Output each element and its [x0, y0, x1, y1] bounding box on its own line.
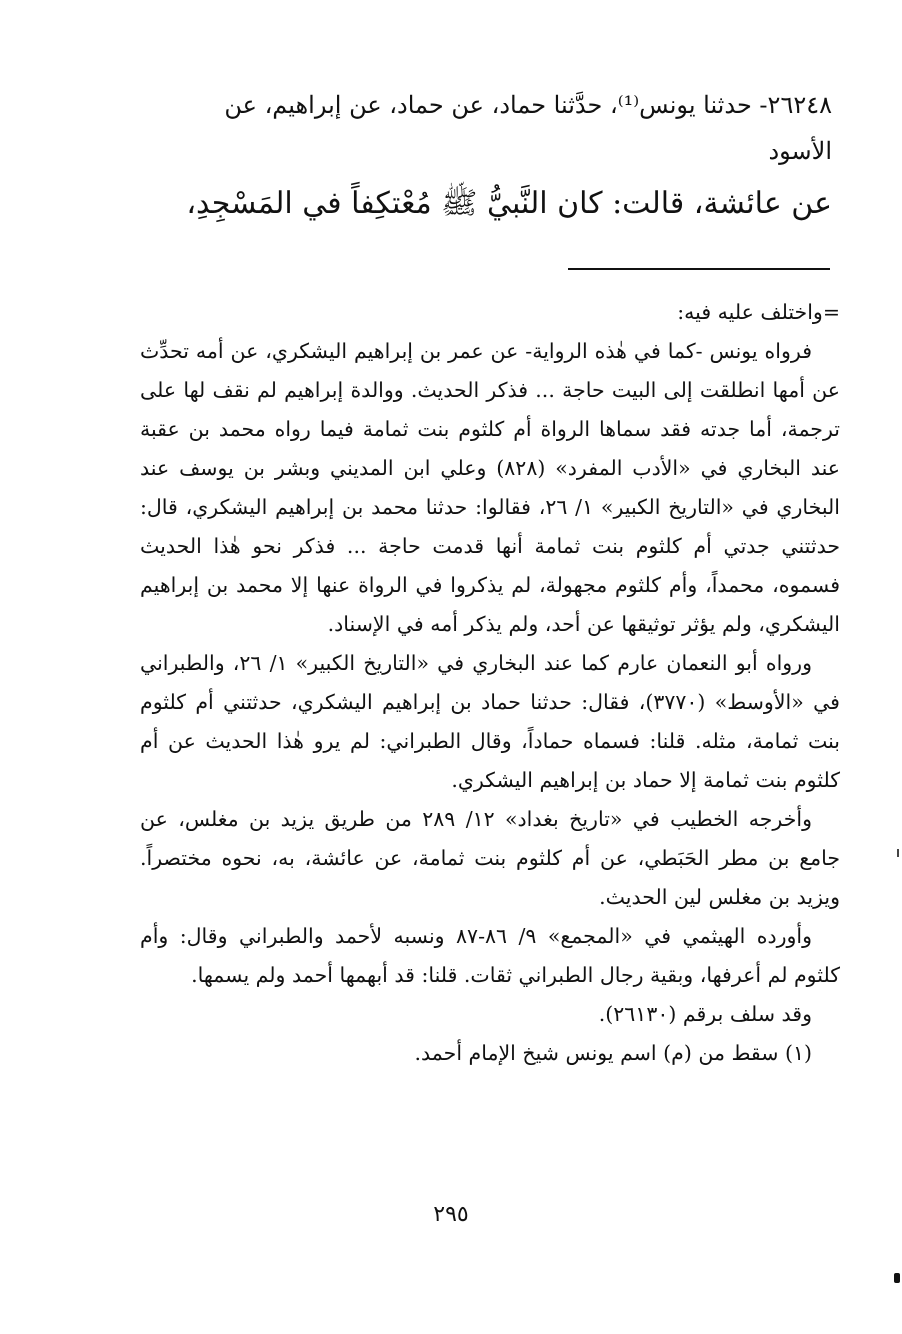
- page-number: ٢٩٥: [433, 1202, 469, 1227]
- commentary-paragraph-5: وقد سلف برقم (٢٦١٣٠).: [598, 1002, 812, 1026]
- commentary-intro: =واختلف عليه فيه:: [677, 300, 840, 324]
- hadith-chain-line-2: الأسود: [768, 137, 832, 165]
- footnote-1: (١) سقط من (م) اسم يونس شيخ الإمام أحمد.: [414, 1041, 812, 1065]
- hadith-text: عن عائشة، قالت: كان النَّبيُّ ﷺ مُعْتكِفاً في المَسْجِدِ،: [186, 186, 832, 221]
- commentary-paragraph-2: ورواه أبو النعمان عارم كما عند البخاري في «التاريخ الكبير» ١/ ٢٦، والطبراني في «الأوسط» (٣٧٧٠)، فقال: حدثنا حماد بن إبراهيم اليشكري، حدثتني أم كلثوم بنت ثمامة، مثله. قلنا: فسماه حماداً، وقال الطبراني: لم يرو هٰذا الحديث عن أم كلثوم بنت ثمامة إلا حماد بن إبراهيم اليشكري.: [140, 651, 840, 792]
- commentary-paragraph-4: وأورده الهيثمي في «المجمع» ٩/ ٨٦-٨٧ ونسبه لأحمد والطبراني وقال: وأم كلثوم لم أعرفها، وبقية رجال الطبراني ثقات. قلنا: قد أبهمها أحمد ولم يسمها.: [140, 924, 840, 987]
- scan-mark-bottom: [894, 1273, 900, 1283]
- commentary-paragraph-1: فرواه يونس -كما في هٰذه الرواية- عن عمر بن إبراهيم اليشكري، عن أمه تحدِّث عن أمها انطلقت إلى البيت حاجة ... فذكر الحديث. ووالدة إبراهيم لم نقف لها على ترجمة، أما جدته فقد سماها الرواة أم كلثوم بنت ثمامة فيما رواه محمد بن عقبة عند البخاري في «الأدب المفرد» (٨٢٨) وعلي ابن المديني وبشر بن يوسف عند البخاري في «التاريخ الكبير» ١/ ٢٦، فقالوا: حدثنا محمد بن إبراهيم اليشكري، قال: حدثتني جدتي أم كلثوم بنت ثمامة أنها قدمت حاجة ... فذكر نحو هٰذا الحديث فسموه، محمداً، وأم كلثوم مجهولة، لم يذكروا في الرواة عنها إلا محمد بن إبراهيم اليشكري، ولم يؤثر توثيقها عن أحد، ولم يذكر أمه في الإسناد.: [140, 339, 841, 636]
- footnote-divider: [568, 268, 830, 270]
- hadith-chain-line-1: ٢٦٢٤٨- حدثنا يونس⁽¹⁾، حدَّثنا حماد، عن حماد، عن إبراهيم، عن: [224, 91, 832, 119]
- scan-mark: [897, 849, 899, 857]
- commentary-paragraph-3: وأخرجه الخطيب في «تاريخ بغداد» ١٢/ ٢٨٩ من طريق يزيد بن مغلس، عن جامع بن مطر الحَبَطي، عن أم كلثوم بنت ثمامة، عن عائشة، به، نحوه مختصراً. ويزيد بن مغلس لين الحديث.: [140, 807, 840, 909]
- hadith-chain: [137, 82, 832, 174]
- commentary: [140, 293, 840, 1073]
